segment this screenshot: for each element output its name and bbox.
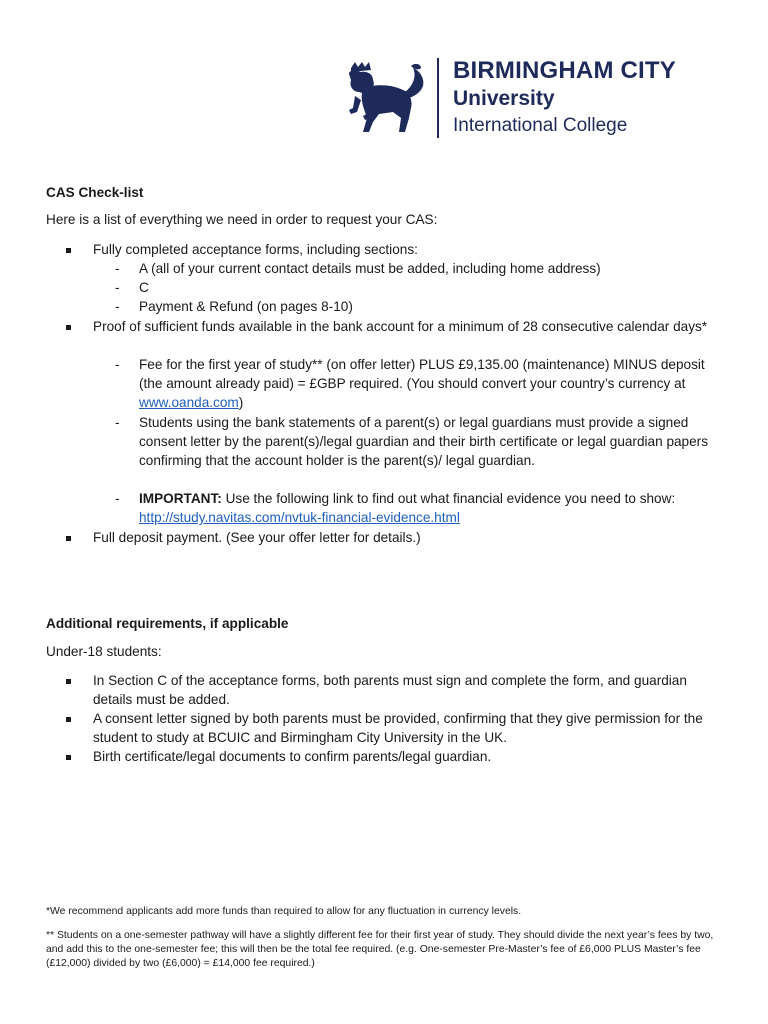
- bullet-icon: [66, 755, 71, 760]
- logo-line-birmingham-city: BIRMINGHAM CITY: [453, 57, 676, 84]
- list-item: [46, 317, 726, 355]
- bullet-icon: [66, 536, 71, 541]
- list-item: [46, 671, 726, 709]
- university-logo: [345, 58, 725, 138]
- bullet-icon: [66, 717, 71, 722]
- logo-wordmark: [453, 58, 676, 138]
- footnote-funds: *We recommend applicants add more funds than required to allow for any fluctuation in currency levels.: [46, 906, 522, 917]
- sub-item-text: Payment & Refund (on pages 8-10): [139, 299, 353, 314]
- oanda-link[interactable]: www.oanda.com: [139, 395, 239, 410]
- cas-intro: Here is a list of everything we need in order to request your CAS:: [46, 212, 438, 227]
- important-label: IMPORTANT:: [139, 491, 222, 506]
- logo-line-international-college: International College: [453, 115, 628, 136]
- list-item-text: A consent letter signed by both parents must be provided, confirming that they give permission for the student to study at BCUIC and Birmingham City University in the UK.: [93, 711, 703, 745]
- sub-item-text: Students using the bank statements of a parent(s) or legal guardians must provide a signed consent letter by the parent(s)/legal guardian and their birth certificate or legal guardian papers confirming that the account holder is the parent(s)/ legal guardian.: [139, 415, 709, 468]
- financial-evidence-link[interactable]: http://study.navitas.com/nvtuk-financial-evidence.html: [139, 510, 460, 525]
- list-item-text: Fully completed acceptance forms, including sections:: [93, 242, 418, 257]
- sub-list-item: - C: [46, 278, 726, 297]
- sub-item-text: C: [139, 280, 149, 295]
- bullet-icon: [66, 325, 71, 330]
- sub-item-text: A (all of your current contact details must be added, including home address): [139, 261, 601, 276]
- under-18-label: Under-18 students:: [46, 644, 162, 659]
- list-item: [46, 709, 726, 747]
- sub-item-text: IMPORTANT: Use the following link to find out what financial evidence you need to show: http://study.navitas.com/nvtuk-financial-evidence.html: [139, 491, 676, 525]
- bullet-icon: [66, 679, 71, 684]
- list-item-text: In Section C of the acceptance forms, both parents must sign and complete the form, and guardian details must be added.: [93, 673, 687, 707]
- logo-line-university: University: [453, 87, 555, 110]
- sub-list-item: - Payment & Refund (on pages 8-10): [46, 297, 726, 316]
- list-item: [46, 528, 726, 547]
- bullet-icon: [66, 248, 71, 253]
- sub-list-item: - Students using the bank statements of a parent(s) or legal guardians must provide a signed consent letter by the parent(s)/legal guardian and their birth certificate or legal guardian papers confirming that the account holder is the parent(s)/ legal guardian.: [46, 413, 726, 489]
- additional-requirements-heading: Additional requirements, if applicable: [46, 616, 289, 631]
- sub-list-item: - A (all of your current contact details must be added, including home address): [46, 259, 726, 278]
- list-item: [46, 240, 726, 259]
- lion-crest-icon: [347, 62, 429, 134]
- footnote-one-semester: ** Students on a one-semester pathway will have a slightly different fee for their first year of study. They should divide the next year’s fees by two, and add this to the one-semester fee; this will then be the total fee required. (e.g. One-semester Pre-Master’s fee of £6,000 PLUS Master’s fee (£12,000) divided by two (£6,000) = £14,000 fee required.): [46, 930, 714, 969]
- sub-list-item: - IMPORTANT: Use the following link to find out what financial evidence you need to show: http://study.navitas.com/nvtuk-financial-evidence.html: [46, 489, 726, 527]
- sub-item-text: Fee for the first year of study** (on offer letter) PLUS £9,135.00 (maintenance) MINUS deposit (the amount already paid) = £GBP required. (You should convert your country’s currency at www.oanda.com): [139, 357, 705, 410]
- list-item-text: Birth certificate/legal documents to confirm parents/legal guardian.: [93, 749, 492, 764]
- list-item: [46, 747, 726, 766]
- sub-list-item: - Fee for the first year of study** (on offer letter) PLUS £9,135.00 (maintenance) MINUS deposit (the amount already paid) = £GBP required. (You should convert your country’s currency at www.oanda.com): [46, 355, 726, 431]
- cas-checklist-heading: CAS Check-list: [46, 185, 144, 200]
- list-item-text: Proof of sufficient funds available in the bank account for a minimum of 28 consecutive calendar days*: [93, 319, 708, 334]
- logo-divider: [437, 58, 439, 138]
- list-item-text: Full deposit payment. (See your offer letter for details.): [93, 530, 421, 545]
